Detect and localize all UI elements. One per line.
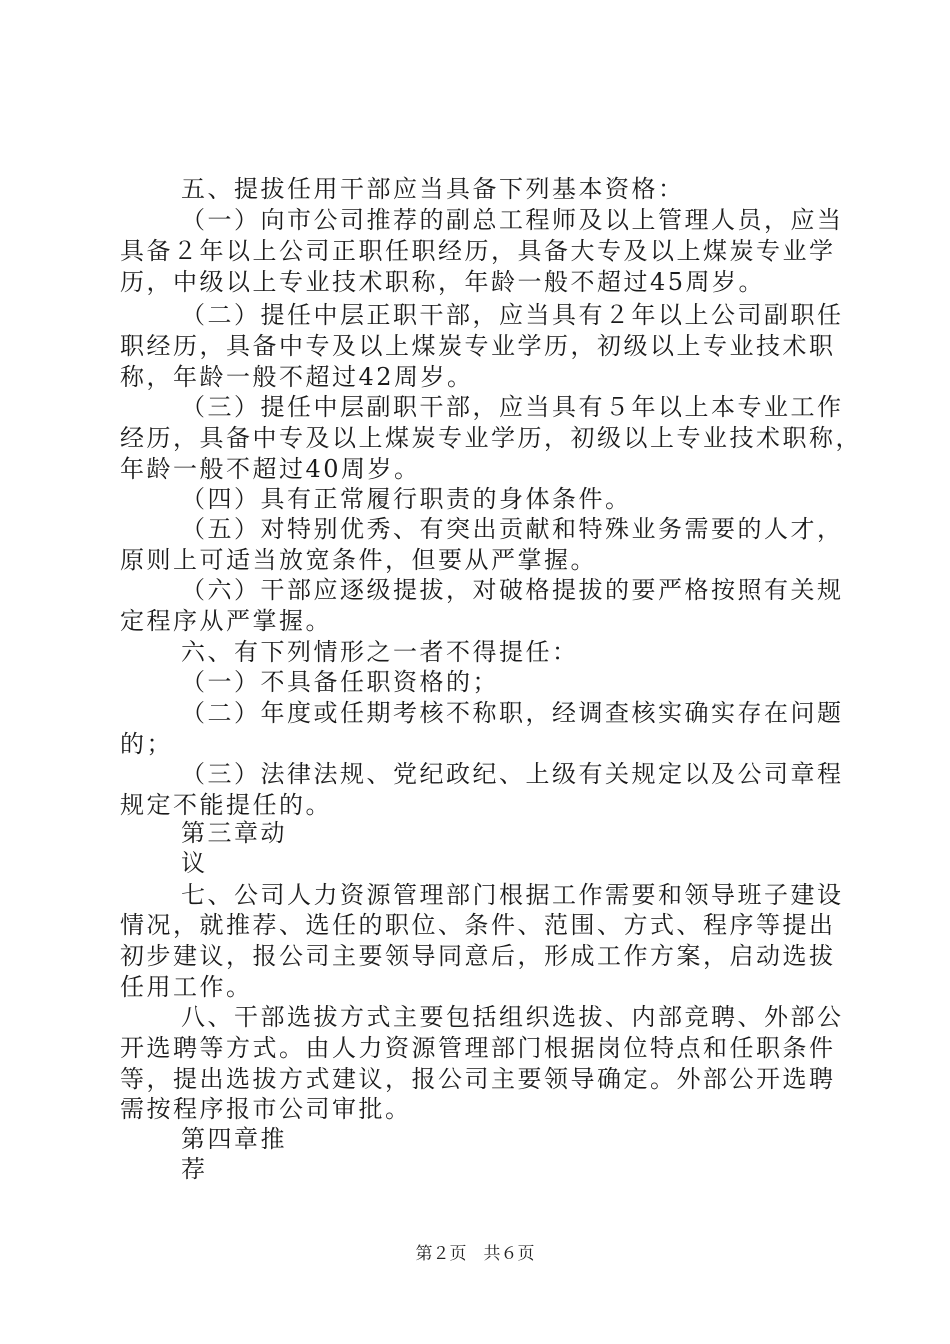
text-line: （六）干部应逐级提拔，对破格提拔的要严格按照有关规	[181, 576, 844, 604]
chapter-heading: 荐	[181, 1155, 208, 1183]
text-line: （三）提任中层副职干部，应当具有５年以上本专业工作	[181, 393, 844, 421]
text-line: 规定不能提任的。	[120, 791, 332, 819]
text-line: 职经历，具备中专及以上煤炭专业学历，初级以上专业技术职	[120, 332, 836, 360]
text-line: 初步建议，报公司主要领导同意后，形成工作方案，启动选拔	[120, 942, 836, 970]
text-line: 情况，就推荐、选任的职位、条件、范围、方式、程序等提出	[120, 911, 836, 939]
text-line: （五）对特别优秀、有突出贡献和特殊业务需要的人才，	[181, 515, 844, 543]
text-line: 等，提出选拔方式建议，报公司主要领导确定。外部公开选聘	[120, 1065, 836, 1093]
text-line: 经历，具备中专及以上煤炭专业学历，初级以上专业技术职称，	[120, 424, 862, 452]
text-line: （一）不具备任职资格的；	[181, 668, 499, 696]
text-line: （二）年度或任期考核不称职，经调查核实确实存在问题	[181, 699, 844, 727]
text-line: 历，中级以上专业技术职称，年龄一般不超过45周岁。	[120, 268, 766, 296]
text-line: 具备２年以上公司正职任职经历，具备大专及以上煤炭专业学	[120, 237, 836, 265]
chapter-heading: 第三章动	[181, 819, 287, 847]
text-line: （二）提任中层正职干部，应当具有２年以上公司副职任	[181, 301, 844, 329]
chapter-heading: 第四章推	[181, 1125, 287, 1153]
text-line: 七、公司人力资源管理部门根据工作需要和领导班子建设	[181, 881, 844, 909]
page-footer: 第２页 共６页	[415, 1244, 535, 1264]
text-line: 原则上可适当放宽条件，但要从严掌握。	[120, 546, 597, 574]
text-line: 六、有下列情形之一者不得提任：	[181, 638, 579, 666]
text-line: 定程序从严掌握。	[120, 607, 332, 635]
text-line: 称，年龄一般不超过42周岁。	[120, 363, 474, 391]
text-line: 的；	[120, 730, 173, 758]
text-line: （三）法律法规、党纪政纪、上级有关规定以及公司章程	[181, 760, 844, 788]
text-line: 年龄一般不超过40周岁。	[120, 455, 421, 483]
text-line: 任用工作。	[120, 973, 253, 1001]
text-line: 开选聘等方式。由人力资源管理部门根据岗位特点和任职条件	[120, 1034, 836, 1062]
text-line: 八、干部选拔方式主要包括组织选拔、内部竞聘、外部公	[181, 1003, 844, 1031]
text-line: 五、提拔任用干部应当具备下列基本资格：	[181, 175, 685, 203]
chapter-heading: 议	[181, 849, 208, 877]
text-line: （一）向市公司推荐的副总工程师及以上管理人员，应当	[181, 206, 844, 234]
text-line: 需按程序报市公司审批。	[120, 1095, 412, 1123]
text-line: （四）具有正常履行职责的身体条件。	[181, 485, 632, 513]
